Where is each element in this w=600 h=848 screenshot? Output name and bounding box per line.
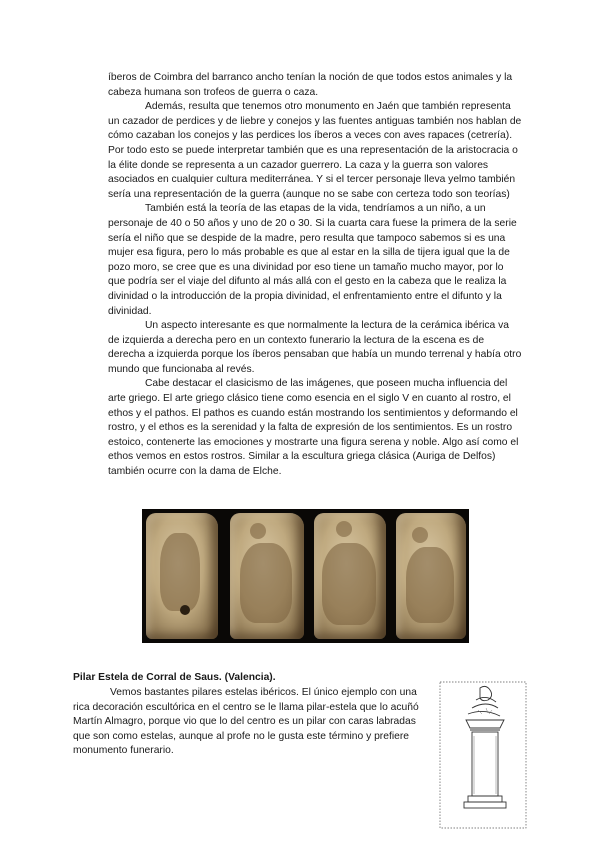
section-text (73, 686, 425, 759)
relief-face-3 (314, 513, 386, 639)
relief-face-2 (230, 513, 304, 639)
relief-photos (142, 509, 469, 643)
paragraph-2: Además, resulta que tenemos otro monumento en Jaén que también representa un cazador de perdices y de liebre y conejos y las fuentes antiguas también nos hablan de cómo cazaban los conejos y las perdices los íberos a veces con aves rapaces (cetrería). Por todo esto se puede interpretar también que es una representación de la aristocracia o la élite donde se representa a un cazador guerrero. La caza y la guerra son valores asociados en cualquier cultura mediterránea. Y si el tercer personaje lleva yelmo también sería una representación de la guerra (aunque no se sabe con certeza todo son teorías) (108, 101, 522, 200)
section-paragraph: Vemos bastantes pilares estelas ibéricos. El único ejemplo con una rica decoración escultórica en el centro se le llama pilar-estela que lo acuñó Martín Almagro, porque vio que lo del centro es un pilar con caras labradas que son como estelas, aunque al profe no le gusta este término y prefiere monumento funerario. (73, 687, 419, 757)
section-title: Pilar Estela de Corral de Saus. (Valencia). (73, 672, 276, 683)
pillar-stele-drawing (438, 680, 528, 830)
paragraph-1: íberos de Coimbra del barranco ancho tenían la noción de que todos estos animales y la cabeza humana son trofeos de guerra o caza. (108, 72, 513, 98)
paragraph-3: También está la teoría de las etapas de la vida, tendríamos a un niño, a un personaje de 40 o 50 años y uno de 20 o 30. Si la cuarta cara fuese la primera de la serie sería el niño que se despide de la madre, pero resulta que tampoco sabemos si es una mujer esa figura, pero lo más probable es que al estar en la silla de tijera igual que la de pozo moro, se cree que es una divinidad por eso tiene un tamaño mucho mayor, por lo que podría ser el viaje del difunto al más allá con el gesto en la cabeza que le realiza la divinidad o la introducción de la propia divinidad, el enfrentamiento entre el difunto y la divinidad. (108, 203, 517, 317)
relief-face-4 (396, 513, 466, 639)
paragraph-4: Un aspecto interesante es que normalmente la lectura de la cerámica ibérica va de izquierda a derecha pero en un contexto funerario la lectura de la escena es de derecha a izquierda porque los íberos pensaban que había un mundo terrenal y había otro mundo que funcionaba al revés. (108, 320, 522, 375)
relief-face-1 (146, 513, 218, 639)
main-text (108, 71, 523, 480)
paragraph-5: Cabe destacar el clasicismo de las imágenes, que poseen mucha influencia del arte griego. El arte griego clásico tiene como esencia en el siglo V en cuanto al rostro, el ethos y el pathos. El pathos es cuando están mostrando los sentimientos y deformando el rostro, y el ethos es la serenidad y la falta de expresión de los sentimientos. Es un rostro estoico, contenerte las emociones y mostrarte una figura serena y noble. Algo así como el ethos vemos en estos rostros. Similar a la escultura griega clásica (Auriga de Delfos) también ocurre con la dama de Elche. (108, 378, 519, 478)
